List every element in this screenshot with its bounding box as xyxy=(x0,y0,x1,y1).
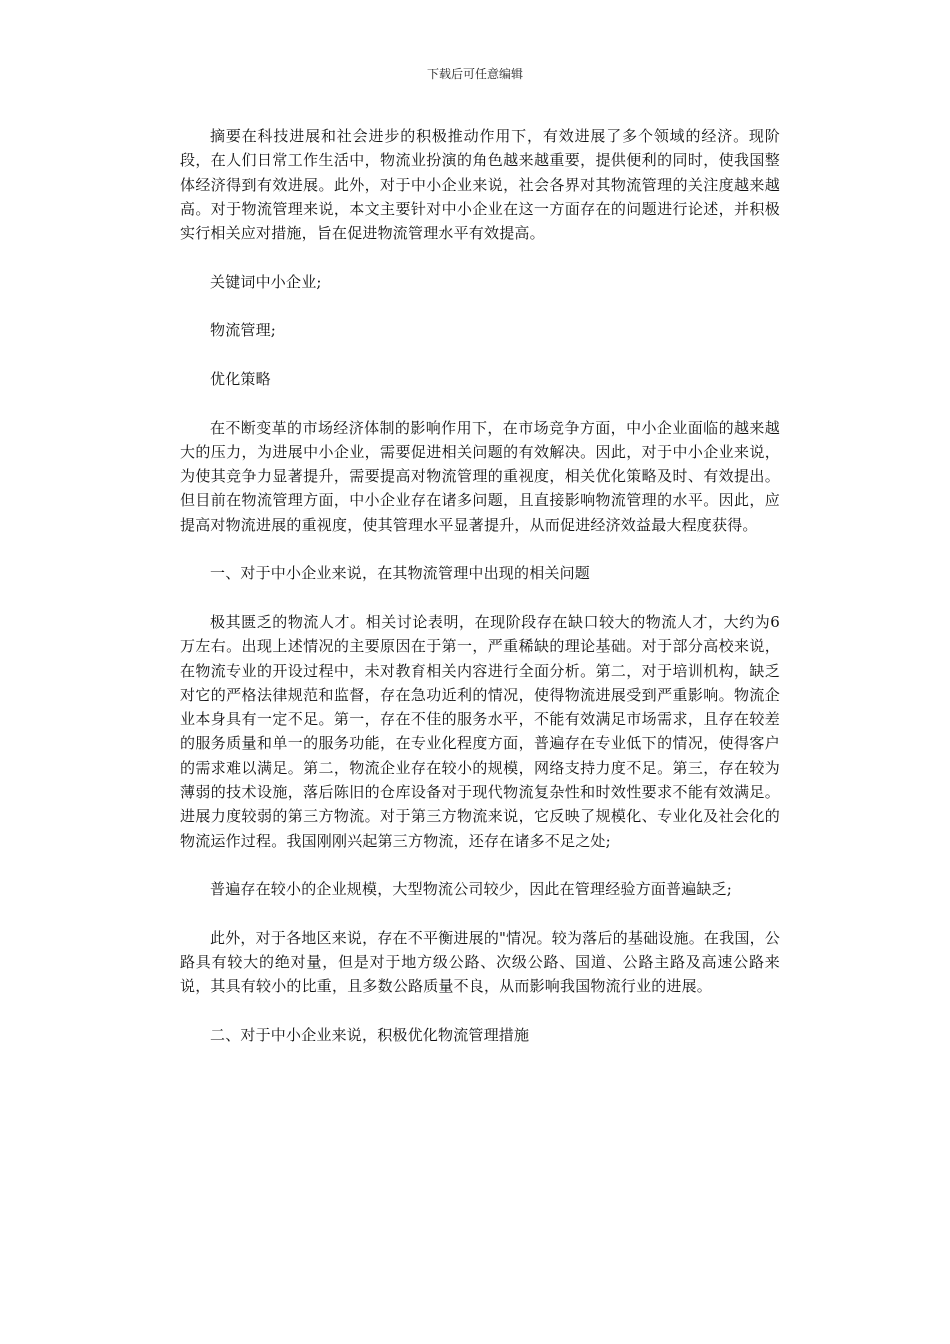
body-paragraph-talent: 极其匮乏的物流人才。相关讨论表明，在现阶段存在缺口较大的物流人才，大约为6万左右。出现上述情况的主要原因在于第一，严重稀缺的理论基础。对于部分高校来说，在物流专业的开设过程中，未对教育相关内容进行全面分析。第二，对于培训机构，缺乏对它的严格法律规范和监督，存在急功近利的情况，使得物流进展受到严重影响。物流企业本身具有一定不足。第一，存在不佳的服务水平，不能有效满足市场需求，且存在较差的服务质量和单一的服务功能，在专业化程度方面，普遍存在专业低下的情况，使得客户的需求难以满足。第二，物流企业存在较小的规模，网络支持力度不足。第三，存在较为薄弱的技术设施，落后陈旧的仓库设备对于现代物流复杂性和时效性要求不能有效满足。进展力度较弱的第三方物流。对于第三方物流来说，它反映了规模化、专业化及社会化的物流运作过程。我国刚刚兴起第三方物流，还存在诸多不足之处; xyxy=(180,612,780,850)
body-paragraph-scale: 普遍存在较小的企业规模，大型物流公司较少，因此在管理经验方面普遍缺乏; xyxy=(210,880,733,899)
keyword-1: 关键词中小企业; xyxy=(210,272,322,291)
page-header: 下载后可任意编辑 xyxy=(426,67,523,81)
body-paragraph-infrastructure: 此外，对于各地区来说，存在不平衡进展的"情况。较为落后的基础设施。在我国，公路具有较大的绝对量，但是对于地方级公路、次级公路、国道、公路主路及高速公路来说，其具有较小的比重，且多数公路质量不良，从而影响我国物流行业的进展。 xyxy=(180,928,780,996)
section-heading-1: 一、对于中小企业来说，在其物流管理中出现的相关问题 xyxy=(210,564,591,583)
section-heading-2: 二、对于中小企业来说，积极优化物流管理措施 xyxy=(210,1025,530,1044)
document-body xyxy=(180,124,780,1072)
keyword-3: 优化策略 xyxy=(210,369,271,388)
keyword-2: 物流管理; xyxy=(210,321,277,340)
abstract-paragraph: 摘要在科技进展和社会进步的积极推动作用下，有效进展了多个领域的经济。现阶段，在人们日常工作生活中，物流业扮演的角色越来越重要，提供便利的同时，使我国整体经济得到有效进展。此外，对于中小企业来说，社会各界对其物流管理的关注度越来越高。对于物流管理来说，本文主要针对中小企业在这一方面存在的问题进行论述，并积极实行相关应对措施，旨在促进物流管理水平有效提高。 xyxy=(180,127,780,243)
intro-paragraph: 在不断变革的市场经济体制的影响作用下，在市场竞争方面，中小企业面临的越来越大的压力，为进展中小企业，需要促进相关问题的有效解决。因此，对于中小企业来说，为使其竞争力显著提升，需要提高对物流管理的重视度，相关优化策略及时、有效提出。但目前在物流管理方面，中小企业存在诸多问题，且直接影响物流管理的水平。因此，应提高对物流进展的重视度，使其管理水平显著提升，从而促进经济效益最大程度获得。 xyxy=(180,418,780,534)
